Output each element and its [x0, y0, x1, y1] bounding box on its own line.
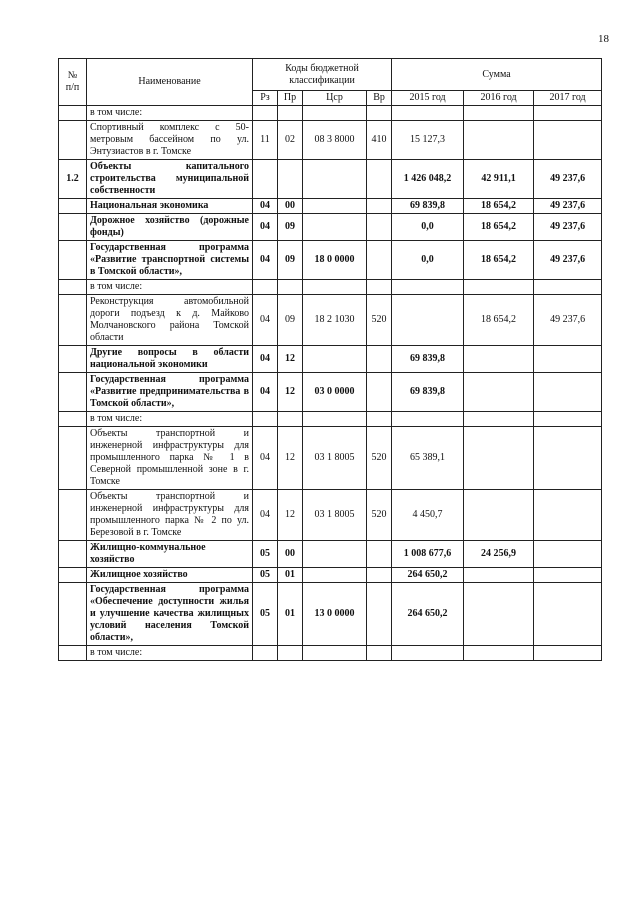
row-pr [278, 280, 303, 295]
row-vr: 410 [367, 121, 392, 160]
row-sum-2016 [464, 280, 534, 295]
row-name: в том числе: [87, 646, 253, 661]
row-csr [303, 106, 367, 121]
row-sum-2016 [464, 646, 534, 661]
row-csr [303, 541, 367, 568]
table-row [59, 295, 602, 346]
header-number: № п/п [59, 59, 87, 106]
row-name: Объекты транспортной и инженерной инфраструктуры для промышленного парка № 2 по ул. Березовой в г. Томске [87, 490, 253, 541]
header-csr: Цср [303, 91, 367, 106]
row-sum-2017 [534, 568, 602, 583]
row-sum-2017 [534, 412, 602, 427]
row-sum-2015 [392, 646, 464, 661]
row-vr [367, 106, 392, 121]
row-pr: 12 [278, 373, 303, 412]
row-sum-2016 [464, 346, 534, 373]
row-vr [367, 583, 392, 646]
row-name: Жилищно-коммунальное хозяйство [87, 541, 253, 568]
row-number [59, 373, 87, 412]
row-vr [367, 346, 392, 373]
table-row [59, 412, 602, 427]
row-csr [303, 199, 367, 214]
table-row [59, 427, 602, 490]
row-sum-2017 [534, 541, 602, 568]
header-2017: 2017 год [534, 91, 602, 106]
row-sum-2017: 49 237,6 [534, 199, 602, 214]
row-name: Спортивный комплекс с 50-метровым бассейном по ул. Энтузиастов в г. Томске [87, 121, 253, 160]
header-sum: Сумма [392, 59, 602, 91]
page-number: 18 [598, 33, 609, 45]
row-pr: 01 [278, 568, 303, 583]
row-csr: 18 0 0000 [303, 241, 367, 280]
row-rz: 11 [253, 121, 278, 160]
row-rz: 04 [253, 214, 278, 241]
row-sum-2016: 24 256,9 [464, 541, 534, 568]
table-row [59, 373, 602, 412]
row-sum-2017 [534, 106, 602, 121]
row-number [59, 346, 87, 373]
row-vr [367, 160, 392, 199]
row-sum-2017: 49 237,6 [534, 295, 602, 346]
header-budget-codes: Коды бюджетной классификации [253, 59, 392, 91]
row-sum-2015: 69 839,8 [392, 199, 464, 214]
row-pr: 09 [278, 214, 303, 241]
row-rz: 04 [253, 346, 278, 373]
row-rz [253, 106, 278, 121]
table-row [59, 646, 602, 661]
row-csr: 13 0 0000 [303, 583, 367, 646]
row-sum-2015 [392, 412, 464, 427]
table-row [59, 490, 602, 541]
header-pr: Пр [278, 91, 303, 106]
row-name: Жилищное хозяйство [87, 568, 253, 583]
row-name: в том числе: [87, 412, 253, 427]
table-row [59, 346, 602, 373]
row-number [59, 121, 87, 160]
row-pr: 12 [278, 490, 303, 541]
row-sum-2016: 18 654,2 [464, 241, 534, 280]
row-name: Национальная экономика [87, 199, 253, 214]
row-pr: 01 [278, 583, 303, 646]
header-2016: 2016 год [464, 91, 534, 106]
row-number [59, 106, 87, 121]
row-rz [253, 412, 278, 427]
table-row [59, 541, 602, 568]
row-pr [278, 646, 303, 661]
row-sum-2015: 1 426 048,2 [392, 160, 464, 199]
row-sum-2016 [464, 373, 534, 412]
row-sum-2015 [392, 106, 464, 121]
row-pr: 12 [278, 427, 303, 490]
row-pr: 02 [278, 121, 303, 160]
row-sum-2015: 65 389,1 [392, 427, 464, 490]
row-number [59, 214, 87, 241]
row-vr [367, 646, 392, 661]
row-name: Объекты капитального строительства муниципальной собственности [87, 160, 253, 199]
row-sum-2017 [534, 583, 602, 646]
row-rz [253, 280, 278, 295]
row-number [59, 427, 87, 490]
row-csr: 18 2 1030 [303, 295, 367, 346]
row-name: Объекты транспортной и инженерной инфраструктуры для промышленного парка № 1 в Северной промышленной зоне в г. Томске [87, 427, 253, 490]
table-row [59, 280, 602, 295]
row-sum-2015 [392, 280, 464, 295]
row-vr: 520 [367, 295, 392, 346]
row-rz [253, 646, 278, 661]
header-name: Наименование [87, 59, 253, 106]
row-sum-2016 [464, 106, 534, 121]
row-sum-2015: 264 650,2 [392, 568, 464, 583]
row-sum-2017 [534, 427, 602, 490]
row-sum-2015: 1 008 677,6 [392, 541, 464, 568]
row-pr [278, 412, 303, 427]
row-vr [367, 241, 392, 280]
row-sum-2017 [534, 121, 602, 160]
row-name: Государственная программа «Развитие транспортной системы в Томской области», [87, 241, 253, 280]
row-sum-2016 [464, 583, 534, 646]
row-sum-2015: 69 839,8 [392, 373, 464, 412]
row-sum-2017: 49 237,6 [534, 214, 602, 241]
row-sum-2017 [534, 646, 602, 661]
row-vr [367, 541, 392, 568]
header-vr: Вр [367, 91, 392, 106]
row-sum-2017: 49 237,6 [534, 160, 602, 199]
table-row [59, 199, 602, 214]
row-number [59, 199, 87, 214]
row-name: Государственная программа «Обеспечение доступности жилья и улучшение качества жилищных условий населения Томской области», [87, 583, 253, 646]
row-pr: 12 [278, 346, 303, 373]
row-csr [303, 280, 367, 295]
row-rz: 05 [253, 568, 278, 583]
header-2015: 2015 год [392, 91, 464, 106]
table-body [59, 106, 602, 661]
row-number [59, 568, 87, 583]
row-sum-2016: 18 654,2 [464, 214, 534, 241]
table-row [59, 160, 602, 199]
row-csr [303, 214, 367, 241]
row-vr [367, 568, 392, 583]
row-number [59, 295, 87, 346]
row-number: 1.2 [59, 160, 87, 199]
row-sum-2015: 15 127,3 [392, 121, 464, 160]
row-sum-2016: 42 911,1 [464, 160, 534, 199]
row-sum-2015: 264 650,2 [392, 583, 464, 646]
row-sum-2017: 49 237,6 [534, 241, 602, 280]
row-rz: 04 [253, 490, 278, 541]
row-name: Реконструкция автомобильной дороги подъезд к д. Майково Молчановского района Томской области [87, 295, 253, 346]
row-vr [367, 214, 392, 241]
row-vr: 520 [367, 427, 392, 490]
row-pr [278, 106, 303, 121]
row-name: в том числе: [87, 280, 253, 295]
row-sum-2017 [534, 373, 602, 412]
table-row [59, 214, 602, 241]
row-sum-2016 [464, 121, 534, 160]
row-number [59, 583, 87, 646]
row-pr: 00 [278, 199, 303, 214]
row-sum-2016 [464, 568, 534, 583]
row-csr [303, 160, 367, 199]
row-sum-2017 [534, 346, 602, 373]
budget-table [58, 58, 602, 661]
row-vr: 520 [367, 490, 392, 541]
row-sum-2015: 0,0 [392, 214, 464, 241]
row-sum-2015: 69 839,8 [392, 346, 464, 373]
row-vr [367, 280, 392, 295]
row-csr [303, 412, 367, 427]
table-row [59, 568, 602, 583]
row-sum-2017 [534, 280, 602, 295]
row-pr: 09 [278, 241, 303, 280]
row-rz: 05 [253, 583, 278, 646]
row-sum-2016: 18 654,2 [464, 295, 534, 346]
table-row [59, 241, 602, 280]
row-rz: 04 [253, 373, 278, 412]
row-csr: 03 0 0000 [303, 373, 367, 412]
row-csr: 03 1 8005 [303, 490, 367, 541]
row-name: Дорожное хозяйство (дорожные фонды) [87, 214, 253, 241]
row-sum-2016 [464, 412, 534, 427]
row-sum-2016 [464, 490, 534, 541]
row-rz: 05 [253, 541, 278, 568]
table-row [59, 106, 602, 121]
row-csr: 08 3 8000 [303, 121, 367, 160]
row-number [59, 646, 87, 661]
row-sum-2016 [464, 427, 534, 490]
row-csr: 03 1 8005 [303, 427, 367, 490]
row-sum-2015 [392, 295, 464, 346]
row-number [59, 241, 87, 280]
row-sum-2015: 4 450,7 [392, 490, 464, 541]
row-sum-2017 [534, 490, 602, 541]
table-row [59, 121, 602, 160]
row-vr [367, 199, 392, 214]
row-vr [367, 373, 392, 412]
row-csr [303, 646, 367, 661]
row-number [59, 280, 87, 295]
row-sum-2016: 18 654,2 [464, 199, 534, 214]
row-number [59, 412, 87, 427]
row-pr: 09 [278, 295, 303, 346]
row-rz: 04 [253, 295, 278, 346]
row-rz: 04 [253, 199, 278, 214]
row-name: в том числе: [87, 106, 253, 121]
row-sum-2015: 0,0 [392, 241, 464, 280]
row-name: Государственная программа «Развитие предпринимательства в Томской области», [87, 373, 253, 412]
row-pr [278, 160, 303, 199]
table-row [59, 583, 602, 646]
row-name: Другие вопросы в области национальной экономики [87, 346, 253, 373]
header-rz: Рз [253, 91, 278, 106]
row-number [59, 490, 87, 541]
row-pr: 00 [278, 541, 303, 568]
row-rz: 04 [253, 427, 278, 490]
row-csr [303, 346, 367, 373]
row-number [59, 541, 87, 568]
row-rz [253, 160, 278, 199]
row-vr [367, 412, 392, 427]
row-csr [303, 568, 367, 583]
row-rz: 04 [253, 241, 278, 280]
